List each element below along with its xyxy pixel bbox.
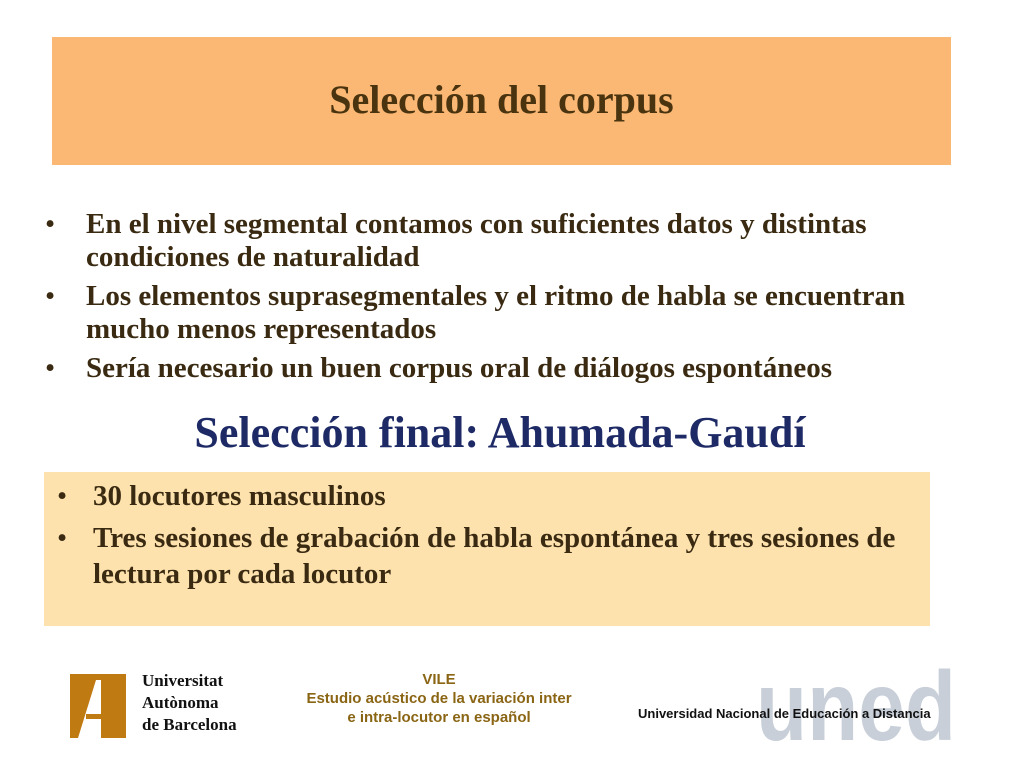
final-selection-heading: Selección final: Ahumada-Gaudí	[194, 408, 806, 457]
bullet-item	[40, 280, 990, 346]
bullet-marker: •	[45, 208, 56, 240]
uab-name-line: Autònoma	[142, 693, 219, 712]
vile-subtitle-line: e intra-locutor en español	[347, 709, 531, 726]
bullet-text: 30 locutores masculinos	[93, 480, 386, 512]
final-bullet-list	[44, 472, 930, 592]
uned-logo-icon	[752, 660, 962, 750]
bullet-marker: •	[45, 352, 56, 384]
bullet-item	[40, 208, 990, 274]
vile-title: VILE	[422, 671, 456, 688]
uab-name-line: de Barcelona	[142, 715, 237, 734]
slide-title: Selección del corpus	[329, 76, 674, 122]
bullet-item	[40, 352, 990, 385]
bullet-marker: •	[57, 522, 68, 554]
footer	[0, 660, 1024, 768]
title-banner	[52, 37, 951, 165]
bullet-text: Sería necesario un buen corpus oral de diálogos espontáneos	[86, 352, 832, 384]
final-selection-box	[44, 472, 930, 626]
uab-logo-icon	[70, 674, 126, 738]
bullet-marker: •	[45, 280, 56, 312]
intro-bullet-list	[40, 208, 990, 391]
bullet-marker: •	[57, 480, 68, 512]
uned-full-name: Universidad Nacional de Educación a Distancia	[638, 706, 931, 721]
uab-name-line: Universitat	[142, 671, 224, 690]
bullet-text: En el nivel segmental contamos con suficientes datos y distintas condiciones de naturalidad	[86, 208, 867, 273]
uab-name	[142, 670, 237, 736]
vile-project-label	[278, 670, 600, 727]
bullet-text: Los elementos suprasegmentales y el ritmo de habla se encuentran mucho menos representados	[86, 280, 906, 345]
uned-wordmark: uned	[756, 660, 956, 750]
bullet-text: Tres sesiones de grabación de habla espontánea y tres sesiones de lectura por cada locutor	[93, 522, 896, 590]
bullet-item	[44, 520, 930, 592]
vile-subtitle-line: Estudio acústico de la variación inter	[306, 690, 572, 707]
bullet-item	[44, 478, 930, 514]
